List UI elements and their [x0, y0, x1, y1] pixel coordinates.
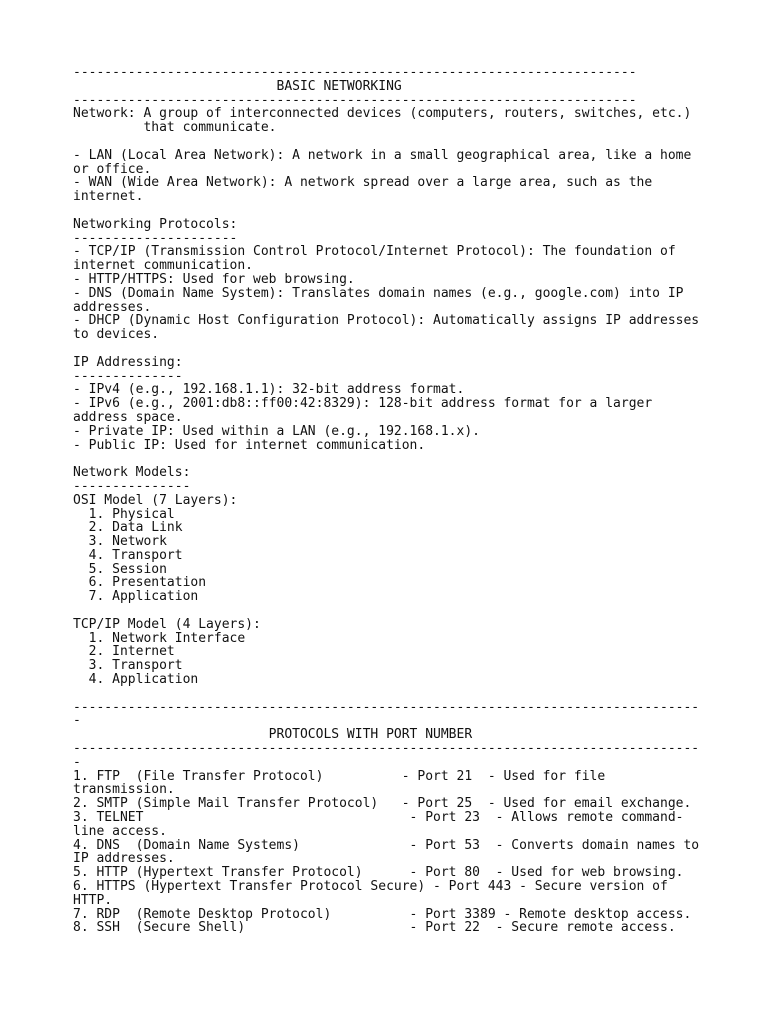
section-heading: IP Addressing:	[73, 354, 183, 370]
protocol-row: 8. SSH (Secure Shell) - Port 22 - Secure remote access.	[73, 920, 676, 936]
list-item: 3. Network	[73, 534, 167, 550]
document-body	[73, 66, 713, 935]
text-line: address space.	[73, 409, 183, 425]
protocol-row: 5. HTTP (Hypertext Transfer Protocol) - Port 80 - Used for web browsing.	[73, 865, 684, 881]
list-item: 1. Physical	[73, 506, 175, 522]
protocol-row: 6. HTTPS (Hypertext Transfer Protocol Secure) - Port 443 - Secure version of	[73, 879, 668, 895]
protocol-row: 1. FTP (File Transfer Protocol) - Port 21 - Used for file	[73, 768, 606, 784]
blank-line	[73, 604, 713, 618]
text-line: - Private IP: Used within a LAN (e.g., 192.168.1.x).	[73, 423, 480, 439]
text-line: addresses.	[73, 299, 152, 315]
blank-line	[73, 204, 713, 218]
list-item: 4. Transport	[73, 547, 183, 563]
heading-basic-networking: BASIC NETWORKING	[73, 78, 402, 94]
text-line: - Public IP: Used for internet communication.	[73, 437, 426, 453]
subheading: TCP/IP Model (4 Layers):	[73, 616, 261, 632]
rule-line: ------------------------------------------------------------------------	[73, 92, 637, 108]
blank-line	[73, 135, 713, 149]
rule-wrap: -	[73, 713, 81, 729]
list-item: 5. Session	[73, 561, 167, 577]
list-item: 2. Internet	[73, 644, 175, 660]
section-heading: Network Models:	[73, 465, 191, 481]
list-item: 2. Data Link	[73, 520, 183, 536]
text-line: Network: A group of interconnected devices (computers, routers, switches, etc.)	[73, 106, 692, 122]
heading-protocols-with-port-number: PROTOCOLS WITH PORT NUMBER	[73, 727, 473, 743]
text-line: - HTTP/HTTPS: Used for web browsing.	[73, 271, 355, 287]
rule-line: --------------------------------------------------------------------------------	[73, 741, 700, 757]
rule-wrap: -	[73, 754, 81, 770]
blank-line	[73, 687, 713, 701]
list-item: 6. Presentation	[73, 575, 207, 591]
text-line: - TCP/IP (Transmission Control Protocol/Internet Protocol): The foundation of	[73, 244, 676, 260]
underline-rule: ---------------	[73, 478, 191, 494]
protocol-row: 4. DNS (Domain Name Systems) - Port 53 - Converts domain names to	[73, 837, 700, 853]
protocol-row-wrap: HTTP.	[73, 892, 113, 908]
list-item: 3. Transport	[73, 658, 183, 674]
section-heading: Networking Protocols:	[73, 216, 238, 232]
list-item: 4. Application	[73, 672, 199, 688]
protocol-row-wrap: IP addresses.	[73, 851, 175, 867]
protocol-row-wrap: line access.	[73, 823, 167, 839]
blank-line	[73, 452, 713, 466]
protocol-row: 2. SMTP (Simple Mail Transfer Protocol) - Port 25 - Used for email exchange.	[73, 796, 692, 812]
text-line: internet.	[73, 189, 144, 205]
text-line: - LAN (Local Area Network): A network in a small geographical area, like a home	[73, 147, 692, 163]
text-line: - WAN (Wide Area Network): A network spread over a large area, such as the	[73, 175, 653, 191]
text-line: that communicate.	[73, 120, 277, 136]
text-line: internet communication.	[73, 258, 254, 274]
text-line: - IPv4 (e.g., 192.168.1.1): 32-bit address format.	[73, 382, 465, 398]
text-line: to devices.	[73, 327, 160, 343]
subheading: OSI Model (7 Layers):	[73, 492, 238, 508]
text-line: - DHCP (Dynamic Host Configuration Protocol): Automatically assigns IP addresses	[73, 313, 700, 329]
rule-line: --------------------------------------------------------------------------------	[73, 699, 700, 715]
underline-rule: ---------------------	[73, 230, 238, 246]
protocol-row: 7. RDP (Remote Desktop Protocol) - Port 3389 - Remote desktop access.	[73, 906, 692, 922]
blank-line	[73, 342, 713, 356]
list-item: 1. Network Interface	[73, 630, 246, 646]
text-line: or office.	[73, 161, 152, 177]
text-line: - IPv6 (e.g., 2001:db8::ff00:42:8329): 128-bit address format for a larger	[73, 396, 653, 412]
rule-line: ------------------------------------------------------------------------	[73, 65, 637, 80]
protocol-row-wrap: transmission.	[73, 782, 175, 798]
underline-rule: --------------	[73, 368, 183, 384]
list-item: 7. Application	[73, 589, 199, 605]
protocol-row: 3. TELNET - Port 23 - Allows remote command-	[73, 810, 684, 826]
text-line: - DNS (Domain Name System): Translates domain names (e.g., google.com) into IP	[73, 285, 684, 301]
